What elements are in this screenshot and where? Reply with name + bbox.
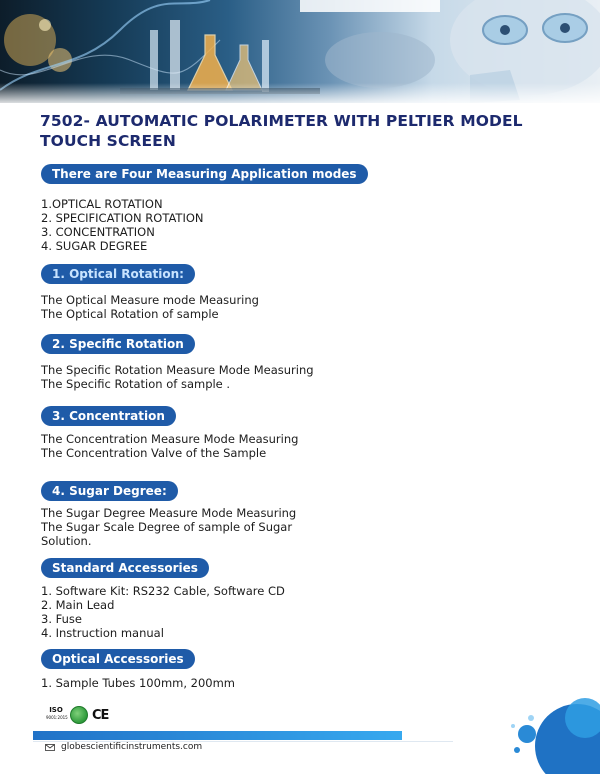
modes-list	[41, 197, 541, 253]
optical-rotation-heading-pill: 1. Optical Rotation:	[41, 264, 195, 284]
website-link[interactable]: globescientificinstruments.com	[61, 742, 203, 752]
text-line: The Optical Rotation of sample	[41, 307, 219, 321]
concentration-text	[41, 432, 541, 460]
iso-cert-icon: ISO 9001:2015	[46, 706, 68, 720]
optical-rotation-text	[41, 293, 541, 321]
list-item: 1.OPTICAL ROTATION	[41, 197, 163, 211]
list-item: 2. SPECIFICATION ROTATION	[41, 211, 204, 225]
page-title: 7502- AUTOMATIC POLARIMETER WITH PELTIER MODEL TOUCH SCREEN	[40, 112, 523, 150]
concentration-heading-pill: 3. Concentration	[41, 406, 176, 426]
text-line: The Specific Rotation of sample .	[41, 377, 231, 391]
header-banner	[0, 0, 600, 103]
list-item: 3. Fuse	[41, 612, 82, 626]
footer-website[interactable]	[45, 742, 202, 752]
text-line: The Sugar Scale Degree of sample of Sugar	[41, 520, 293, 534]
text-line: The Sugar Degree Measure Mode Measuring	[41, 506, 297, 520]
text-line: The Concentration Measure Mode Measuring	[41, 432, 299, 446]
list-item: 4. Instruction manual	[41, 626, 164, 640]
modes-heading-pill: There are Four Measuring Application modes	[41, 164, 368, 184]
certification-logos	[46, 706, 108, 724]
sugar-degree-heading-pill: 4. Sugar Degree:	[41, 481, 178, 501]
footer-bar	[33, 731, 402, 740]
mail-icon	[45, 744, 55, 751]
standard-accessories-heading-pill: Standard Accessories	[41, 558, 209, 578]
list-item: 2. Main Lead	[41, 598, 115, 612]
text-line: Solution.	[41, 534, 92, 548]
ce-mark-icon: CE	[92, 707, 109, 723]
text-line: The Concentration Valve of the Sample	[41, 446, 267, 460]
optical-accessories-list	[41, 676, 541, 690]
list-item: 1. Sample Tubes 100mm, 200mm	[41, 676, 236, 690]
optical-accessories-heading-pill: Optical Accessories	[41, 649, 195, 669]
specific-rotation-text	[41, 363, 541, 391]
list-item: 1. Software Kit: RS232 Cable, Software CD	[41, 584, 285, 598]
standard-accessories-list	[41, 584, 541, 640]
list-item: 3. CONCENTRATION	[41, 225, 155, 239]
specific-rotation-heading-pill: 2. Specific Rotation	[41, 334, 195, 354]
list-item: 4. SUGAR DEGREE	[41, 239, 148, 253]
text-line: The Specific Rotation Measure Mode Measuring	[41, 363, 314, 377]
banner-fade	[0, 83, 600, 103]
corner-bubbles-decoration	[505, 688, 600, 774]
sugar-degree-text	[41, 506, 541, 548]
green-cert-icon	[70, 706, 88, 724]
text-line: The Optical Measure mode Measuring	[41, 293, 259, 307]
